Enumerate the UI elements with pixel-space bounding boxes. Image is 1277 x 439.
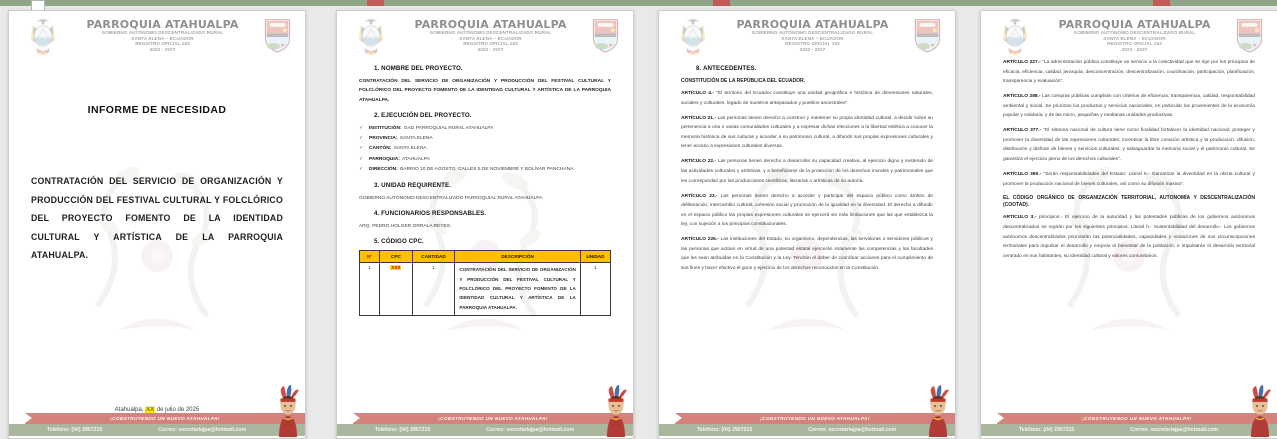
parish-shield-icon (591, 17, 620, 53)
parish-shield-icon (913, 17, 942, 53)
article-text: Las personas tienen derecho a construir y mantener su propia identidad cultural, a decidir sobre su pertenencia a una o varias comunidades culturales y a expresar dichas elecciones a la libertad estética a conocer la memoria histórica de sus culturas y acceder a su patrimonio cultural, a difundir sus propias expresiones culturales y tener acceso a expresiones culturales diversas. (681, 115, 933, 150)
email-text: Correo: secretariajpa@hotmail.com (808, 427, 897, 433)
section-heading: 1. NOMBRE DEL PROYECTO. (374, 65, 463, 72)
mascot-figure (1246, 385, 1274, 437)
check-item-label: PARROQUIA: (369, 156, 400, 162)
check-item-label: DIRECCIÓN: (369, 166, 398, 172)
check-item-text (369, 155, 611, 165)
slogan-banner (997, 413, 1277, 424)
org-subtitle-1: GOBIERNO AUTÓNOMO DESCENTRALIZADO RURAL (429, 30, 552, 35)
contact-bar (659, 424, 955, 436)
phone-text: Teléfono: (04) 2907215 (47, 427, 103, 433)
date-placeholder: XX (146, 407, 155, 413)
document-page-2[interactable] (336, 10, 634, 439)
table-header-cell: Nº (360, 250, 380, 262)
mascot-figure (274, 385, 302, 437)
header-text-block (712, 17, 913, 53)
article-text: Las personas tienen derecho a acceder y participar del espacio público como ámbito de deliberación, intercambio cultural, cohesión social y promoción de la igualdad en la diversidad. El derecho a difundir en el espacio público las propias expresiones culturales se ejercerá sin más limitaciones que las que establezca la ley, con sujeción a los principios constitucionales. (681, 193, 933, 228)
check-item-text (369, 144, 611, 154)
header-text-block (390, 17, 591, 53)
header-text-block (1034, 17, 1235, 53)
date-post: de julio de 2025 (155, 407, 200, 413)
top-strip-red-accent (1153, 0, 1170, 6)
sub-heading: CONSTITUCIÓN DE LA REPÚBLICA DEL ECUADOR. (681, 78, 805, 84)
check-item (359, 134, 611, 144)
check-icon: ✓ (359, 166, 364, 172)
article-lead: ARTÍCULO 227.- (1003, 60, 1041, 65)
cpc-code-placeholder: XXX (391, 265, 401, 271)
page-footer (9, 413, 305, 436)
cell-descripcion: CONTRATACIÓN DEL SERVICIO DE ORGANIZACIÓN Y PRODUCCIÓN DEL FESTIVAL CULTURAL Y FOLCLÓRICO DEL PROYECTO FOMENTO DE LA IDENTIDAD CULTURAL Y ARTÍSTICA DE LA PARROQUIA ATAHUALPA. (455, 262, 581, 315)
document-page-1[interactable] (8, 10, 306, 439)
article-lead: ARTÍCULO 23.- (681, 193, 718, 199)
page-header (9, 11, 305, 58)
check-item-label: CANTÓN: (369, 146, 392, 152)
page-body (9, 104, 305, 439)
org-subtitle-3: REGISTRO OFICIAL 193 (785, 41, 840, 47)
org-subtitle-3: REGISTRO OFICIAL 193 (463, 41, 518, 47)
org-subtitle-4: 2023 - 2027 (149, 47, 176, 53)
check-item (359, 124, 611, 134)
org-subtitle-2: SANTA ELENA – ECUADOR (131, 35, 194, 41)
article-text: Las compras públicas cumplirán con criterios de eficiencia, transparencia, calidad, responsabilidad ambiental y social. Se priorizan los productos y servicios nacionales, en particular los provenientes de la economía popular y solidaria, y de las micro, pequeñas y medianas unidades productivas. (1003, 94, 1255, 119)
article-lead: ARTÍCULO 4.- (681, 91, 714, 97)
paragraph-caps: ARQ. PEDRO HOLGER ORRALA REYES. (359, 223, 452, 229)
slogan-text: ¡CONSTRUYENDO UN NUEVO ATAHUALPA! (110, 416, 220, 421)
paragraph (681, 114, 933, 152)
article-text: "El sistema nacional de cultura tiene como finalidad fortalecer la identidad nacional; proteger y promover la diversidad de las expresiones culturales; incentivar la libre creación artística y la producción, difusión, distribución y disfrute de bienes y servicios culturales; y salvaguardar la memoria social y el patrimonio cultural. Se garantiza el ejercicio pleno de los derechos culturales". (1003, 128, 1255, 162)
article-text: "Serán responsabilidades del Estado: Literal 6.- Garantizar la diversidad en la oferta cultural y promover la producción nacional de bienes culturales, así como su difusión masiva". (1003, 171, 1255, 187)
page-header (337, 11, 633, 58)
paragraph-bold: CONTRATACIÓN DEL SERVICIO DE ORGANIZACIÓN Y PRODUCCIÓN DEL FESTIVAL CULTURAL Y FOLCLÓRICO DEL PROYECTO FOMENTO DE LA IDENTIDAD CULTURAL Y ARTÍSTICA DE LA PARROQUIA ATAHUALPA. (359, 78, 611, 103)
slogan-banner (353, 413, 633, 424)
org-title: PARROQUIA ATAHUALPA (414, 18, 567, 31)
table-header-cell: DESCRIPCIÓN (455, 250, 581, 262)
page-footer (981, 413, 1277, 436)
page-body (981, 58, 1277, 410)
check-item-label: INSTITUCIÓN: (369, 125, 402, 131)
article-lead: ARTÍCULO 226.- (681, 237, 719, 243)
org-title: PARROQUIA ATAHUALPA (86, 18, 239, 31)
cell-cpc (380, 262, 413, 315)
org-title: PARROQUIA ATAHUALPA (736, 18, 889, 31)
phone-text: Teléfono: (04) 2907215 (375, 427, 431, 433)
check-item-text (369, 134, 611, 144)
article-text: principios.- El ejercicio de la autoridad y las potestades públicas de los gobiernos autónomos descentralizados se regirán por los siguientes principios: Literal h.- Sustentabilidad del desarrollo.- Los gobiernos autónomos descentralizados priorizarán las potencialidades, capacidades y vocaciones de sus circunscripciones territoriales para impulsar el desarrollo y mejorar el bienestar de la población, e impulsarán el desarrollo territorial centrado en sus habitantes, su identidad cultural y valores comunitarios. (1003, 215, 1255, 259)
org-subtitle-2: SANTA ELENA – ECUADOR (459, 35, 522, 41)
paragraph (681, 157, 933, 186)
check-item-label: PROVINCIA: (369, 135, 398, 141)
slogan-banner (675, 413, 955, 424)
parish-shield-icon (1235, 17, 1264, 53)
paragraph (681, 89, 933, 108)
table-header-cell: CPC (380, 250, 413, 262)
cell-num: 1 (360, 262, 380, 315)
paragraph-caps: GOBIERNO AUTÓNOMO DESCENTRALIZADO PARROQUIAL RURAL ATAHUALPA. (359, 195, 544, 201)
date-pre: Atahualpa, (114, 407, 146, 413)
paragraph (681, 235, 933, 273)
top-strip-red-accent (367, 0, 384, 6)
org-subtitle-2: SANTA ELENA – ECUADOR (781, 35, 844, 41)
table-row (360, 262, 611, 315)
org-subtitle-4: 2023 - 2027 (477, 47, 504, 53)
check-icon: ✓ (359, 156, 364, 162)
table-header-cell: UNIDAD (580, 250, 610, 262)
paragraph (1003, 126, 1255, 164)
org-subtitle-4: 2023 - 2027 (1121, 47, 1148, 53)
page-footer (659, 413, 955, 436)
paragraph (1003, 170, 1255, 189)
paragraph (1003, 92, 1255, 121)
check-icon: ✓ (359, 146, 364, 152)
article-text: Las personas tienen derecho a desarrollar su capacidad creativa, al ejercicio digno y sostenido de las actividades culturales y artísticas, y a beneficiarse de la protección de los derechos morales y patrimoniales que les correspondan por las producciones científicas, literarias o artísticas de su autoría. (681, 159, 933, 184)
check-item-text (369, 165, 611, 175)
article-text: "El territorio del Ecuador constituye una unidad geográfica e histórica de dimensiones naturales, sociales y culturales, legado de nuestros antepasados y pueblos ancestrales". (681, 91, 933, 106)
page-header (659, 11, 955, 58)
org-subtitle-2: SANTA ELENA – ECUADOR (1103, 35, 1166, 41)
contact-bar (9, 424, 305, 436)
article-lead: ARTÍCULO 22.- (681, 159, 717, 165)
check-item (359, 144, 611, 154)
cover-statement: CONTRATACIÓN DEL SERVICIO DE ORGANIZACIÓN Y PRODUCCIÓN DEL FESTIVAL CULTURAL Y FOLCLÓRICO DEL PROYECTO FOMENTO DE LA IDENTIDAD CULTURAL Y ARTÍSTICA DE LA PARROQUIA ATAHUALPA. (31, 176, 283, 261)
table-header-cell: CANTIDAD (412, 250, 455, 262)
article-lead: ARTÍCULO 380.- (1003, 171, 1042, 177)
document-page-3[interactable] (658, 10, 956, 439)
top-page-edge-strip (0, 0, 1277, 6)
check-item (359, 165, 611, 175)
mascot-figure (924, 385, 952, 437)
ecuador-coat-of-arms-icon (24, 17, 62, 57)
paragraph (681, 192, 933, 230)
ecuador-coat-of-arms-icon (674, 17, 712, 57)
article-lead: ARTÍCULO 3.- (1003, 215, 1037, 221)
article-text: "La administración pública constituye un servicio a la colectividad que se rige por los principios de eficacia, eficiencia, calidad, jerarquía, desconcentración, descentralización, coordinación, participación, planificación, transparencia y evaluación". (1003, 60, 1255, 85)
page-header (981, 11, 1277, 58)
header-text-block (62, 17, 263, 53)
document-page-4[interactable] (980, 10, 1277, 439)
top-strip-red-accent (713, 0, 730, 6)
parish-shield-icon (263, 17, 292, 53)
phone-text: Teléfono: (04) 2907215 (697, 427, 753, 433)
check-icon: ✓ (359, 135, 364, 141)
email-text: Correo: secretariajpa@hotmail.com (1130, 427, 1219, 433)
contact-bar (981, 424, 1277, 436)
cell-cantidad: 1 (412, 262, 455, 315)
paragraph (1003, 213, 1255, 261)
check-item-value: SANTA ELENA (399, 135, 433, 141)
contact-bar (337, 424, 633, 436)
sub-heading: EL CÓDIGO ORGÁNICO DE ORGANIZACIÓN TERRITORIAL, AUTONOMÍA Y DESCENTRALIZACIÓN (COOTAD). (1003, 195, 1255, 209)
ecuador-coat-of-arms-icon (352, 17, 390, 57)
page-body (337, 65, 633, 417)
ecuador-coat-of-arms-icon (996, 17, 1034, 57)
section-heading: 5. CÓDIGO CPC. (374, 238, 424, 246)
article-lead: ARTÍCULO 21.- (681, 115, 716, 121)
slogan-text: ¡CONSTRUYENDO UN NUEVO ATAHUALPA! (438, 416, 548, 421)
phone-text: Teléfono: (04) 2907215 (1019, 427, 1075, 433)
check-item-value: GAD PARROQUIAL RURAL ATAHUALPA (403, 125, 494, 131)
org-subtitle-1: GOBIERNO AUTÓNOMO DESCENTRALIZADO RURAL (101, 30, 224, 35)
check-item-text (369, 124, 611, 134)
org-subtitle-4: 2023 - 2027 (799, 47, 826, 53)
document-title: INFORME DE NECESIDAD (87, 104, 227, 116)
paragraph (1003, 58, 1255, 87)
check-icon: ✓ (359, 125, 364, 131)
check-item-value: BARRIO 10 DE AGOSTO, CALLES 5 DE NOVIEMBRE Y BOLÍVAR PANCHANA. (400, 166, 575, 172)
cpc-table (359, 250, 611, 316)
slogan-text: ¡CONSTRUYENDO UN NUEVO ATAHUALPA! (1082, 416, 1192, 421)
slogan-banner (25, 413, 305, 424)
org-subtitle-3: REGISTRO OFICIAL 193 (135, 41, 190, 47)
article-lead: ARTÍCULO 288.- (1003, 94, 1041, 100)
email-text: Correo: secretariajpa@hotmail.com (486, 427, 575, 433)
org-subtitle-1: GOBIERNO AUTÓNOMO DESCENTRALIZADO RURAL (1073, 30, 1196, 35)
article-lead: ARTÍCULO 377.- (1003, 128, 1042, 134)
org-title: PARROQUIA ATAHUALPA (1058, 18, 1211, 31)
page-footer (337, 413, 633, 436)
check-item (359, 155, 611, 165)
slogan-text: ¡CONSTRUYENDO UN NUEVO ATAHUALPA! (760, 416, 870, 421)
cell-unidad: 1 (580, 262, 610, 315)
page-body (659, 65, 955, 417)
email-text: Correo: secretariajpa@hotmail.com (158, 427, 247, 433)
section-heading: 3. UNIDAD REQUIRENTE. (374, 182, 452, 190)
check-item-value: ATAHUALPA (401, 156, 430, 162)
check-item-value: SANTA ELENA (393, 146, 427, 152)
org-subtitle-3: REGISTRO OFICIAL 193 (1107, 41, 1162, 47)
org-subtitle-1: GOBIERNO AUTÓNOMO DESCENTRALIZADO RURAL (751, 30, 874, 35)
section-heading: 2. EJECUCIÓN DEL PROYECTO. (374, 112, 472, 120)
mascot-figure (602, 385, 630, 437)
section-heading: 4. FUNCIONARIOS RESPONSABLES. (374, 210, 487, 218)
article-text: Las instituciones del Estado, su organismo, dependencias, las servidoras o servidores públicos y las personas que actúan en virtud de una potestad estatal ejercerán solamente las competencias y las facultades que les sean atribuidas en la Constitución y la Ley. Tendrán el deber de coordinar acciones para el cumplimiento de sus fines y hacer efectivo el goce y ejercicio de los derechos reconocidos en la Constitución. (681, 237, 933, 271)
section-heading: 8. ANTECEDENTES. (696, 65, 757, 72)
